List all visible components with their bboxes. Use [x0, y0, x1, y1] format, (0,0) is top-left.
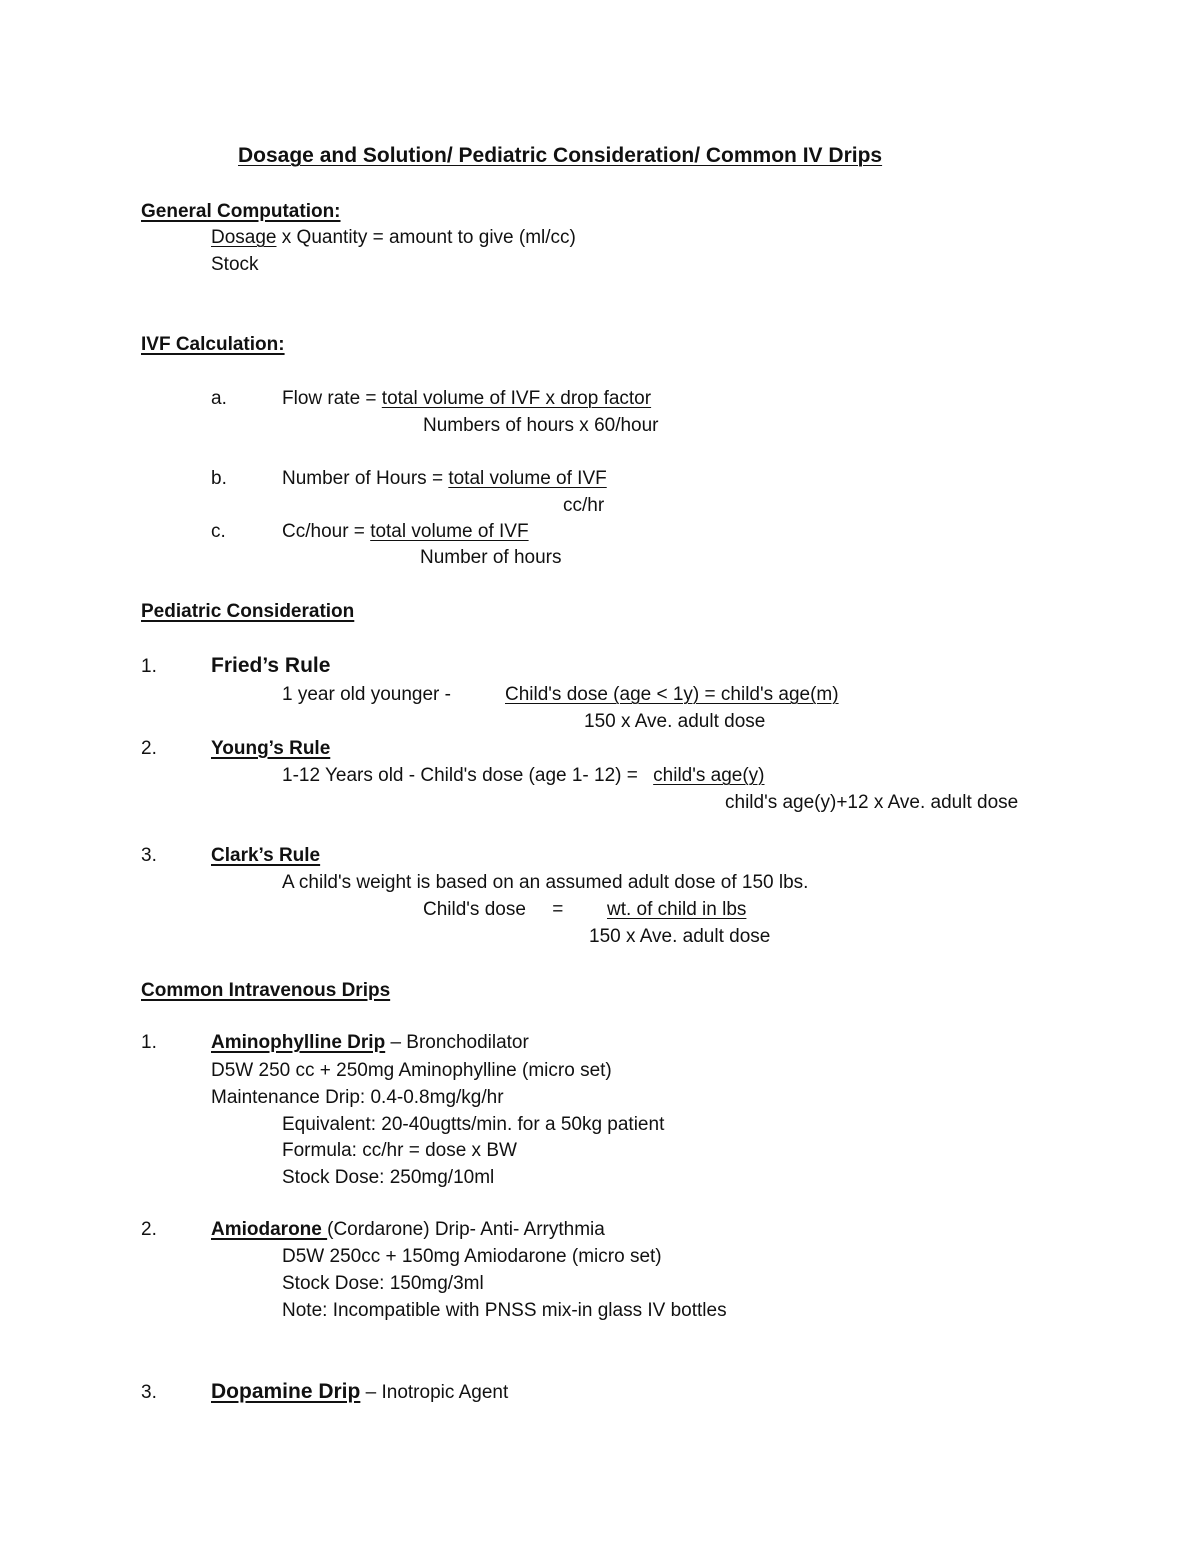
fried-rule-denominator: 150 x Ave. adult dose: [584, 711, 766, 732]
clark-rule-title: Clark’s Rule: [211, 845, 321, 866]
common-iv-drips-heading: Common Intravenous Drips: [141, 980, 391, 1001]
fried-rule-title: Fried’s Rule: [211, 654, 331, 677]
dopamine-marker: 3.: [141, 1382, 157, 1403]
amiodarone-desc: (Cordarone) Drip- Anti- Arrythmia: [327, 1219, 605, 1240]
cc-hour-denominator: Number of hours: [420, 547, 562, 568]
aminophylline-line-4: Formula: cc/hr = dose x BW: [282, 1140, 517, 1161]
aminophylline-heading: [211, 1033, 529, 1052]
amiodarone-line-2: Stock Dose: 150mg/3ml: [282, 1273, 484, 1294]
amiodarone-line-3: Note: Incompatible with PNSS mix-in glass IV bottles: [282, 1300, 727, 1321]
flow-rate-numerator: total volume of IVF x drop factor: [381, 388, 652, 409]
fried-rule-numerator: Child's dose (age < 1y) = child's age(m): [505, 684, 839, 705]
flow-rate-denominator: Numbers of hours x 60/hour: [423, 415, 659, 436]
young-rule-formula: [282, 766, 765, 785]
general-computation-heading: General Computation:: [141, 201, 341, 222]
stock-denominator: Stock: [211, 254, 259, 275]
dopamine-heading: [211, 1381, 508, 1402]
aminophylline-desc: – Bronchodilator: [385, 1032, 529, 1053]
amiodarone-line-1: D5W 250cc + 150mg Amiodarone (micro set): [282, 1246, 662, 1267]
pediatric-consideration-heading: Pediatric Consideration: [141, 601, 355, 622]
clark-rule-label: Child's dose =: [423, 899, 564, 920]
ivf-b-marker: b.: [211, 468, 227, 489]
dopamine-desc: – Inotropic Agent: [360, 1382, 509, 1403]
clark-rule-desc: A child's weight is based on an assumed adult dose of 150 lbs.: [282, 872, 809, 893]
aminophylline-title: Aminophylline Drip: [211, 1032, 386, 1053]
young-rule-title: Young’s Rule: [211, 738, 331, 759]
general-formula: [211, 228, 576, 247]
cc-hour-numerator: total volume of IVF: [370, 521, 529, 542]
clark-rule-marker: 3.: [141, 845, 157, 866]
clark-rule-numerator: wt. of child in lbs: [607, 899, 747, 920]
aminophylline-marker: 1.: [141, 1032, 157, 1053]
young-rule-marker: 2.: [141, 738, 157, 759]
number-of-hours-denominator: cc/hr: [563, 495, 605, 516]
clark-rule-denominator: 150 x Ave. adult dose: [589, 926, 771, 947]
amiodarone-heading: [211, 1220, 605, 1239]
aminophylline-line-3: Equivalent: 20-40ugtts/min. for a 50kg patient: [282, 1114, 665, 1135]
number-of-hours-label: Number of Hours =: [282, 468, 449, 489]
amiodarone-marker: 2.: [141, 1219, 157, 1240]
aminophylline-line-2: Maintenance Drip: 0.4-0.8mg/kg/hr: [211, 1087, 504, 1108]
formula-rest: x Quantity = amount to give (ml/cc): [276, 227, 576, 248]
young-rule-desc: 1-12 Years old - Child's dose (age 1- 12) =: [282, 765, 644, 786]
fried-rule-desc: 1 year old younger -: [282, 684, 457, 705]
ivf-calculation-heading: IVF Calculation:: [141, 334, 285, 355]
cc-hour-label: Cc/hour =: [282, 521, 371, 542]
young-rule-denominator: child's age(y)+12 x Ave. adult dose: [725, 792, 1019, 813]
flow-rate-formula: [282, 389, 651, 408]
ivf-c-marker: c.: [211, 521, 226, 542]
page-title: Dosage and Solution/ Pediatric Consideration/ Common IV Drips: [238, 144, 883, 167]
amiodarone-title: Amiodarone: [211, 1219, 328, 1240]
number-of-hours-numerator: total volume of IVF: [448, 468, 607, 489]
flow-rate-label: Flow rate =: [282, 388, 382, 409]
aminophylline-line-5: Stock Dose: 250mg/10ml: [282, 1167, 495, 1188]
ivf-a-marker: a.: [211, 388, 227, 409]
dopamine-title: Dopamine Drip: [211, 1380, 361, 1403]
cc-hour-formula: [282, 522, 529, 541]
young-rule-numerator: child's age(y): [653, 765, 765, 786]
fried-rule-marker: 1.: [141, 656, 157, 677]
aminophylline-line-1: D5W 250 cc + 250mg Aminophylline (micro set): [211, 1060, 612, 1081]
dosage-numerator: Dosage: [211, 227, 277, 248]
number-of-hours-formula: [282, 469, 607, 488]
